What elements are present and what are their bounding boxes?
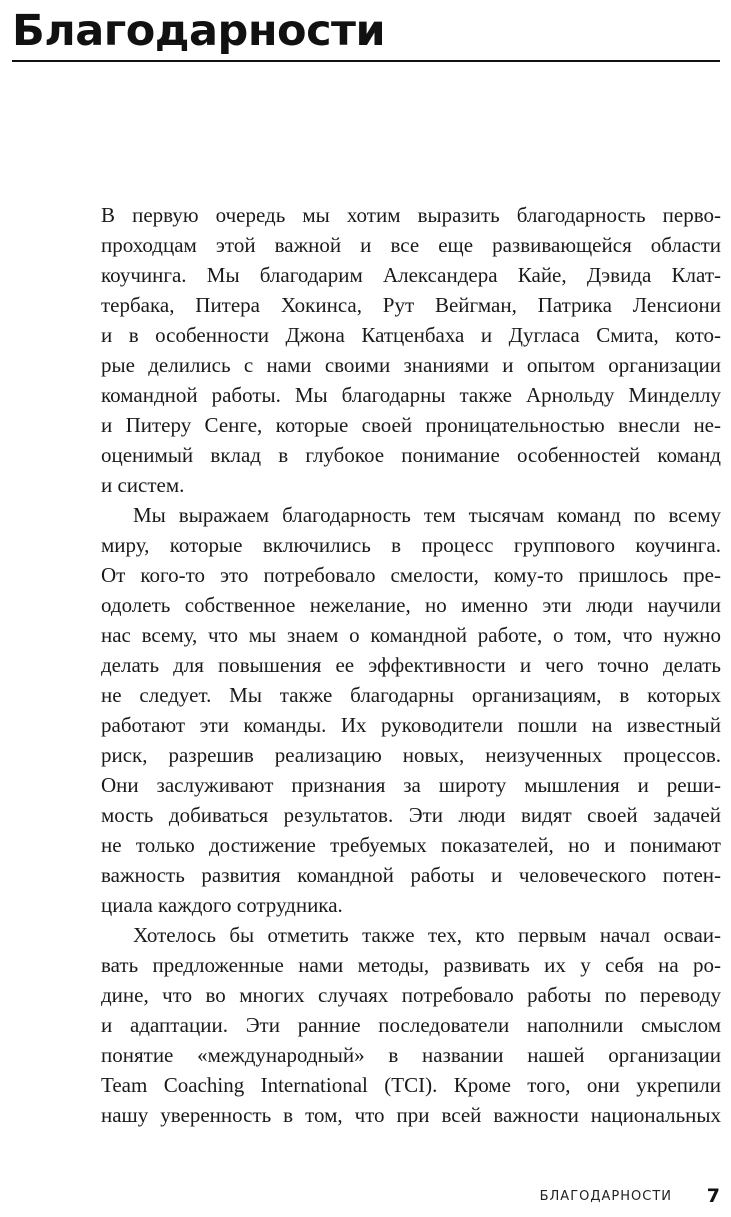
text-line: не следует. Мы также благодарны организациям, в которых bbox=[101, 683, 721, 707]
text-line: и систем. bbox=[101, 473, 185, 497]
text-line: Мы выражаем благодарность тем тысячам команд по всему bbox=[133, 503, 721, 527]
text-line: нас всему, что мы знаем о командной работе, о том, что нужно bbox=[101, 623, 721, 647]
paragraph-1 bbox=[101, 200, 721, 500]
title-divider bbox=[12, 60, 720, 62]
text-line: коучинга. Мы благодарим Александера Кайе, Дэвида Клат- bbox=[101, 263, 721, 287]
text-line: циала каждого сотрудника. bbox=[101, 893, 343, 917]
text-line: понятие «международный» в названии нашей организации bbox=[101, 1043, 721, 1067]
text-line: вать предложенные нами методы, развивать их у себя на ро- bbox=[101, 953, 721, 977]
text-line: дине, что во многих случаях потребовало работы по переводу bbox=[101, 983, 721, 1007]
page-footer bbox=[0, 1187, 720, 1211]
body-text bbox=[101, 200, 721, 1130]
text-line: тербака, Питера Хокинса, Рут Вейгман, Патрика Ленсиони bbox=[101, 293, 721, 317]
text-line: Team Coaching International (TCI). Кроме того, они укрепили bbox=[101, 1073, 721, 1097]
text-line: и в особенности Джона Катценбаха и Дугласа Смита, кото- bbox=[101, 323, 721, 347]
page-number: 7 bbox=[706, 1185, 720, 1207]
text-line: делать для повышения ее эффективности и чего точно делать bbox=[101, 653, 721, 677]
text-line: В первую очередь мы хотим выразить благодарность перво- bbox=[101, 203, 721, 227]
text-line: рые делились с нами своими знаниями и опытом организации bbox=[101, 353, 721, 377]
text-line: риск, разрешив реализацию новых, неизученных процессов. bbox=[101, 743, 721, 767]
text-line: и Питеру Сенге, которые своей проницательностью внесли не- bbox=[101, 413, 721, 437]
text-line: миру, которые включились в процесс группового коучинга. bbox=[101, 533, 721, 557]
text-line: работают эти команды. Их руководители пошли на известный bbox=[101, 713, 721, 737]
text-line: нашу уверенность в том, что при всей важности национальных bbox=[101, 1103, 721, 1127]
text-line: Хотелось бы отметить также тех, кто первым начал осваи- bbox=[133, 923, 721, 947]
running-head: БЛАГОДАРНОСТИ bbox=[539, 1189, 672, 1204]
text-line: командной работы. Мы благодарны также Арнольду Минделлу bbox=[101, 383, 721, 407]
paragraph-3 bbox=[101, 920, 721, 1130]
text-line: одолеть собственное нежелание, но именно эти люди научили bbox=[101, 593, 721, 617]
text-line: От кого-то это потребовало смелости, кому-то пришлось пре- bbox=[101, 563, 721, 587]
chapter-title: Благодарности bbox=[12, 6, 386, 56]
text-line: Они заслуживают признания за широту мышления и реши- bbox=[101, 773, 721, 797]
text-line: не только достижение требуемых показателей, но и понимают bbox=[101, 833, 721, 857]
text-line: проходцам этой важной и все еще развивающейся области bbox=[101, 233, 721, 257]
text-line: оценимый вклад в глубокое понимание особенностей команд bbox=[101, 443, 721, 467]
text-line: и адаптации. Эти ранние последователи наполнили смыслом bbox=[101, 1013, 721, 1037]
text-line: важность развития командной работы и человеческого потен- bbox=[101, 863, 721, 887]
text-line: мость добиваться результатов. Эти люди видят своей задачей bbox=[101, 803, 721, 827]
paragraph-2 bbox=[101, 500, 721, 920]
